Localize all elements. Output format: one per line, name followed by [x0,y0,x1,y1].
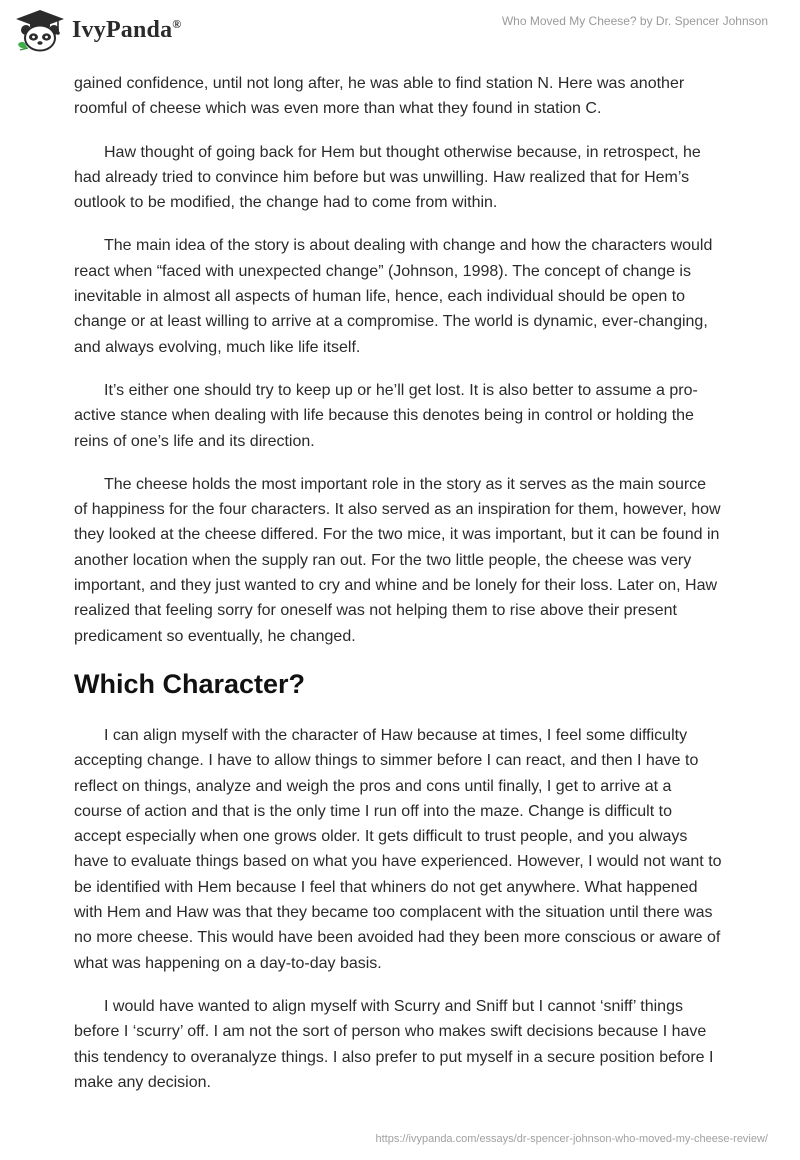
essay-body [74,71,722,1113]
panda-graduate-icon [14,8,66,52]
brand-text: IvyPanda [72,16,173,43]
page-header [0,0,800,72]
paragraph: Haw thought of going back for Hem but thought otherwise because, in retrospect, he had already tried to convince him before but was unwilling. Haw realized that for Hem’s outlook to be modified, the change had to come from within. [74,143,701,212]
section-heading: Which Character? [74,668,306,699]
brand-logo[interactable] [14,8,181,52]
paragraph: gained confidence, until not long after, he was able to find station N. Here was another roomful of cheese which was even more than what they found in station C. [74,75,685,118]
registered-mark: ® [172,16,182,31]
paragraph: I would have wanted to align myself with Scurry and Sniff but I cannot ‘sniff’ things before I ‘scurry’ off. I am not the sort of person who makes swift decisions because I have this tendency to overanalyze things. I also prefer to put myself in a secure position before I make any decision. [74,997,714,1091]
paragraph: I can align myself with the character of Haw because at times, I feel some difficulty accepting change. I have to allow things to simmer before I can react, and then I have to reflect on things, analyze and weigh the pros and cons until finally, I get to arrive at a course of action and that is the only time I run off into the maze. Change is difficult to accept especially when one grows older. It gets difficult to trust people, and you always have to evaluate things based on what you have experienced. However, I would not want to be identified with Hem because I feel that whiners do not get anywhere. What happened with Hem and Haw was that they became too complacent with the situation until there was no more cheese. This would have been avoided had they been more conscious or aware of what was happening on a day-to-day basis. [74,726,722,972]
document-title: Who Moved My Cheese? by Dr. Spencer Johnson [501,14,768,28]
paragraph: The main idea of the story is about dealing with change and how the characters would react when “faced with unexpected change” (Johnson, 1998). The concept of change is inevitable in almost all aspects of human life, hence, each individual should be open to change or at least willing to arrive at a compromise. The world is dynamic, ever-changing, and always evolving, much like life itself. [74,237,713,356]
brand-name [72,17,181,44]
paragraph: The cheese holds the most important role in the story as it serves as the main source of happiness for the four characters. It also served as an inspiration for them, however, how they looked at the cheese differed. For the two mice, it was important, but it can be found in another location when the supply ran out. For the two little people, the cheese was very important, and they just wanted to cry and whine and be lonely for their loss. Later on, Haw realized that feeling sorry for oneself was not helping them to rise above their present predicament so eventually, he changed. [74,475,721,645]
paragraph: It’s either one should try to keep up or he’ll get lost. It is also better to assume a pro-active stance when dealing with life because this denotes being in control or holding the reins of one’s life and its direction. [74,381,698,450]
source-url-link[interactable]: https://ivypanda.com/essays/dr-spencer-johnson-who-moved-my-cheese-review/ [375,1133,768,1145]
